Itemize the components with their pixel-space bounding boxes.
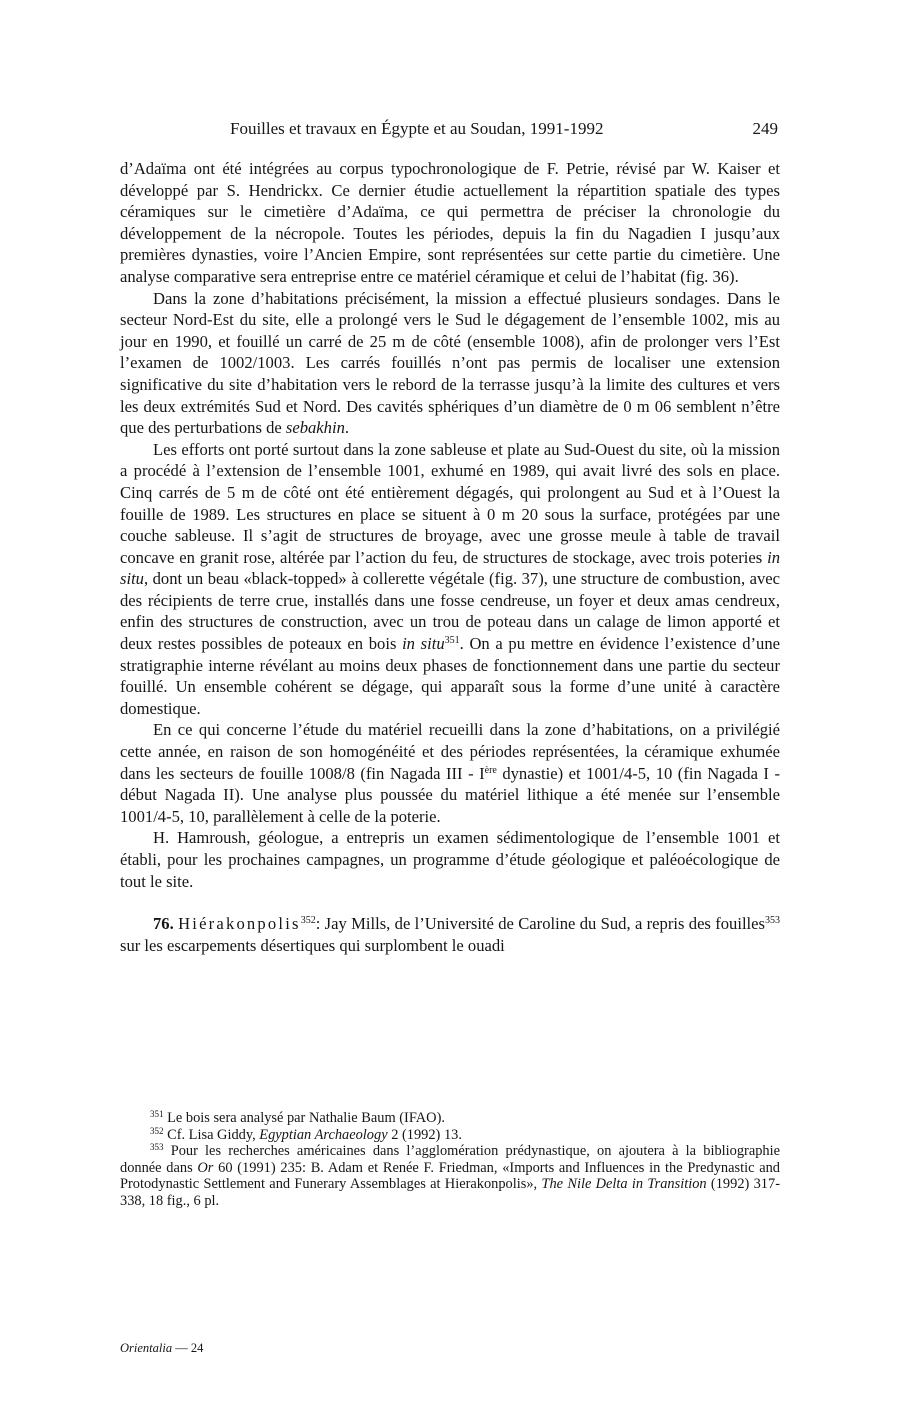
journal-name: Orientalia <box>120 1341 173 1355</box>
footnote-352: $^{352}$ Cf. Lisa Giddy, Egyptian Archaeology 2 (1992) 13. <box>150 1125 462 1143</box>
running-header <box>120 119 780 141</box>
paragraph-materiel: En ce qui concerne l’étude du matériel recueilli dans la zone d’habitations, on a privilégié cette année, en raison de son homogénéité et des périodes représentées, la céramique exhumée dans les secteurs de fouille 1008/8 (fin Nagada III - Ière dynastie) et 1001/4-5, 10 (fin Nagada I - début Nagada II). Une analyse plus poussée du matériel lithique a été menée sur l’ensemble 1001/4-5, 10, parallèlement à celle de la poterie. <box>120 720 780 826</box>
paragraph-adaima-corpus: d’Adaïma ont été intégrées au corpus typochronologique de F. Petrie, révisé par W. Kaiser et développé par S. Hendrickx. Ce dernier étudie actuellement la répartition spatiale des types céramiques sur le cimetière d’Adaïma, ce qui permettra de préciser la chronologie du développement de la nécropole. Toutes les périodes, depuis la fin du Nagadien I jusqu’aux premières dynasties, voire l’Ancien Empire, sont représentées sur cette partie du cimetière. Une analyse comparative sera entreprise entre ce matériel céramique et celui de l’habitat (fig. 36). <box>120 159 780 286</box>
footer-separator: — <box>172 1341 191 1355</box>
page-number: 249 <box>752 119 778 138</box>
footnote-ref-352[interactable]: 352 <box>300 915 316 927</box>
footnote-ref-353[interactable]: 353 <box>765 915 780 927</box>
footnote-353: $^{353}$ Pour les recherches américaines dans l’agglomération prédynastique, on ajoutera à la bibliographie donnée dans Or 60 (1991) 235: B. Adam et Renée F. Friedman, «Imports and Influences in the Predynastic and Protodynastic Settlement and Funerary Assemblages at Hierakonpolis», The Nile Delta in Transition (1992) 317-338, 18 fig., 6 pl. <box>120 1142 780 1209</box>
footnote-ref-351[interactable]: 351 <box>444 635 460 647</box>
superscript-ere: ère <box>484 764 497 776</box>
section-number: 76. <box>153 914 174 934</box>
italic-term: in situ <box>120 547 780 589</box>
italic-term: in situ <box>402 634 445 654</box>
paragraph-hamroush: H. Hamroush, géologue, a entrepris un examen sédimentologique de l’ensemble 1001 et établi, pour les prochaines campagnes, un programme d’étude géologique et paléoécologique de tout le site. <box>120 828 780 891</box>
paragraph-habitations: Dans la zone d’habitations précisément, la mission a effectué plusieurs sondages. Dans le secteur Nord-Est du site, elle a prolongé vers le Sud le dégagement de l’ensemble 1002, mis au jour en 1990, et fouillé un carré de 25 m de côté (ensemble 1008), afin de prolonger vers l’Est l’examen de 1002/1003. Les carrés fouillés n’ont pas permis de localiser une extension significative du site d’habitation vers le rebord de la terrasse jusqu’à la limite des cultures et vers les deux extrémités Sud et Nord. Des cavités sphériques d’un diamètre de 0 m 06 semblent n’être que des perturbations de sebakhin. <box>120 288 780 438</box>
section-76: 76. Hiérakonpolis$^{352}$: Jay Mills, de l’Université de Caroline du Sud, a repris des fouilles$^{353}$ sur les escarpements désertiques qui surplombent le ouadi <box>120 914 780 955</box>
italic-term: sebakhin <box>285 418 345 438</box>
site-name: Hiérakonpolis <box>178 914 301 934</box>
main-text <box>120 158 780 956</box>
footnotes <box>120 1110 780 1210</box>
paragraph-structures: Les efforts ont porté surtout dans la zone sableuse et plate au Sud-Ouest du site, où la mission a procédé à l’extension de l’ensemble 1001, exhumé en 1989, qui avait livré des sols en place. Cinq carrés de 5 m de côté ont été entièrement dégagés, qui prolongent au Sud et à l’Ouest la fouille de 1989. Les structures en place se situent à 0 m 20 sous la surface, protégées par une couche sableuse. Il s’agit de structures de broyage, avec une grosse meule à table de travail concave en granit rose, altérée par l’action du feu, de structures de stockage, avec trois poteries in situ, dont un beau «black-topped» à collerette végétale (fig. 37), une structure de combustion, avec des récipients de terre crue, installés dans une fosse cendreuse, un foyer et deux amas cendreux, enfin des structures de construction, avec un trou de poteau dans un calage de limon apporté et deux restes possibles de poteaux en bois in situ$^{351}$. On a pu mettre en évidence l’existence d’une stratigraphie interne révélant au moins deux phases de fonctionnement dans une partie du secteur fouillé. Un ensemble cohérent se dégage, qui apparaît sous la forme d’une unité à caractère domestique. <box>120 439 780 718</box>
running-title: Fouilles et travaux en Égypte et au Soudan, 1991-1992 <box>230 119 604 138</box>
page-footer <box>120 1341 203 1356</box>
signature-number: 24 <box>190 1341 204 1355</box>
footnote-351: $^{351}$ Le bois sera analysé par Nathalie Baum (IFAO). <box>150 1109 445 1126</box>
